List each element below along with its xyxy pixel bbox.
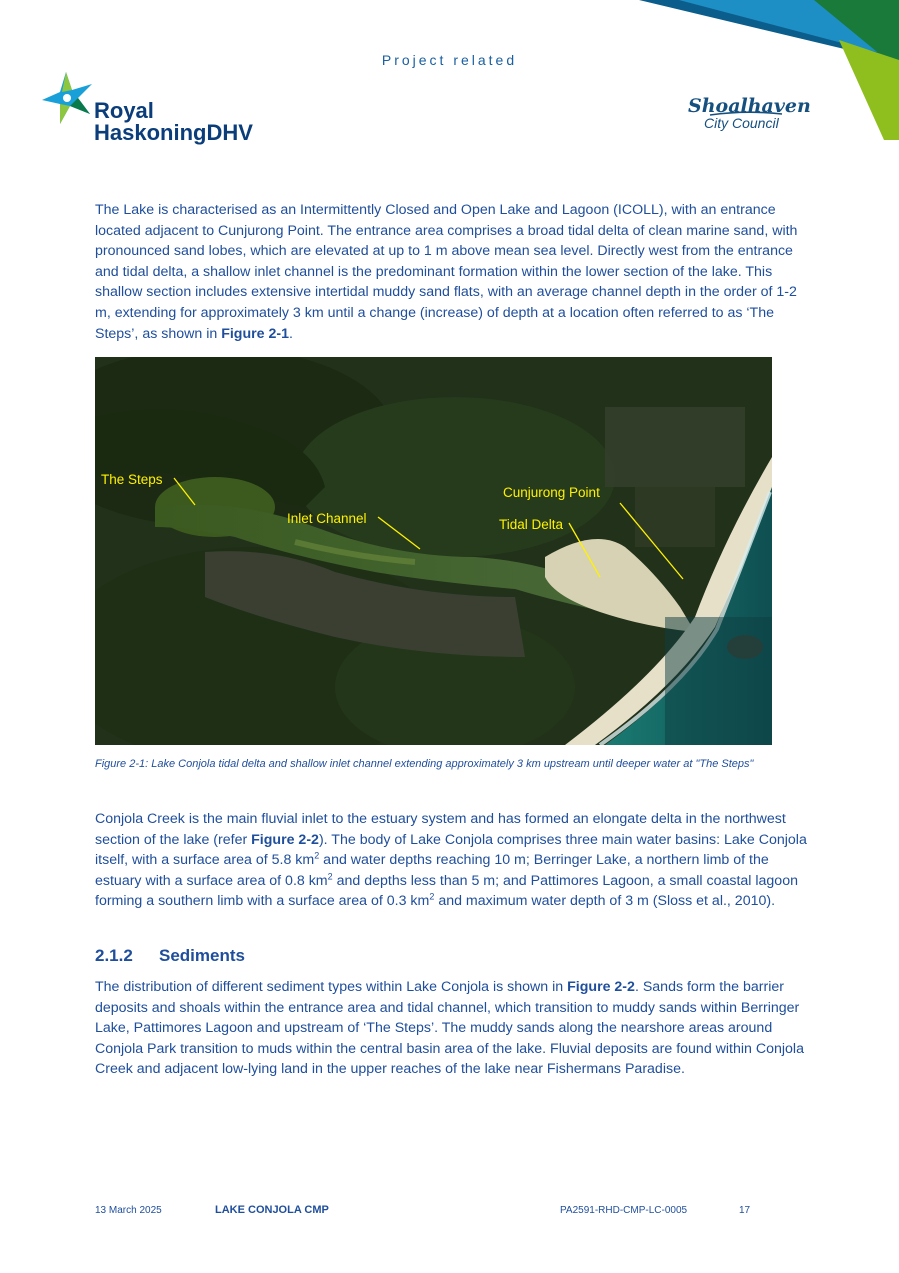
- shoalhaven-subtitle: City Council: [704, 115, 779, 131]
- royal-haskoning-line2: HaskoningDHV: [94, 120, 253, 145]
- aerial-map-image: [95, 357, 772, 745]
- figure-2-2-ref-sediments: Figure 2-2: [567, 979, 635, 995]
- paragraph-icoll: The Lake is characterised as an Intermittently Closed and Open Lake and Lagoon (ICOLL), with an entrance located adjacent to Cunjurong Point. The entrance area comprises a broad tidal delta of clean marine sand, with pronounced sand lobes, which are elevated at up to 1 m above mean sea level. Directly west from the entrance and tidal delta, a shallow inlet channel is the predominant formation within the lower section of the lake. This shallow section includes extensive intertidal muddy sand flats, with an average channel depth in the order of 1-2 m, extending for approximately 3 km until a change (increase) of depth at a location often referred to as ‘The Steps’, as shown in Figure 2-1.: [95, 202, 798, 342]
- shoalhaven-logo: [686, 92, 818, 136]
- royal-haskoning-wordmark: [94, 100, 253, 144]
- header-project-related: Project related: [381, 52, 518, 68]
- footer-page-number: 17: [739, 1205, 751, 1216]
- paragraph-sediments: The distribution of different sediment types within Lake Conjola is shown in Figure 2-2. Sands form the barrier deposits and shoals within the entrance area and tidal channel, which transition to muddy sands within Berringer Lake, Pattimores Lagoon and upstream of ‘The Steps’. The muddy sands along the nearshore areas around Conjola Park transition to muds within the central basin area of the lake. Fluvial deposits are found within Conjola Creek and adjacent low-lying land in the upper reaches of the lake near Fishermans Paradise.: [95, 979, 804, 1078]
- label-cunjurong-point: Cunjurong Point: [503, 485, 600, 500]
- section-heading-sediments: [95, 946, 245, 966]
- section-title: Sediments: [159, 946, 245, 965]
- figure-2-2-ref: Figure 2-2: [251, 831, 319, 848]
- royal-haskoning-star-icon: [40, 70, 96, 128]
- figure-2-1-ref: Figure 2-1: [221, 325, 289, 342]
- label-tidal-delta: Tidal Delta: [499, 517, 564, 532]
- royal-haskoning-line1: Royal: [94, 98, 154, 123]
- figure-2-1-caption: Figure 2-1: Lake Conjola tidal delta and shallow inlet channel extending approximately 3 km upstream until deeper water at "The Steps": [95, 758, 754, 770]
- footer-title: LAKE CONJOLA CMP: [215, 1204, 329, 1216]
- label-the-steps: The Steps: [101, 472, 163, 487]
- footer-date: 13 March 2025: [95, 1205, 162, 1216]
- aerial-map-figure: [95, 357, 772, 745]
- label-inlet-channel: Inlet Channel: [287, 511, 367, 526]
- paragraph-conjola-creek: Conjola Creek is the main fluvial inlet to the estuary system and has formed an elongate delta in the northwest section of the lake (refer Figure 2-2). The body of Lake Conjola comprises three main water basins: Lake Conjola itself, with a surface area of 5.8 $km^2$ and water depths reaching 10 m; Berringer Lake, a northern limb of the estuary with a surface area of 0.8 $km^2$ and depths less than 5 m; and Pattimores Lagoon, a small coastal lagoon forming a southern limb with a surface area of 0.3 $km^2$ and maximum water depth of 3 m (Sloss et al., 2010).: [95, 811, 807, 910]
- section-number: 2.1.2: [95, 946, 133, 965]
- shoalhaven-script: Shoalhaven: [688, 95, 811, 117]
- footer-reference: PA2591-RHD-CMP-LC-0005: [560, 1205, 688, 1216]
